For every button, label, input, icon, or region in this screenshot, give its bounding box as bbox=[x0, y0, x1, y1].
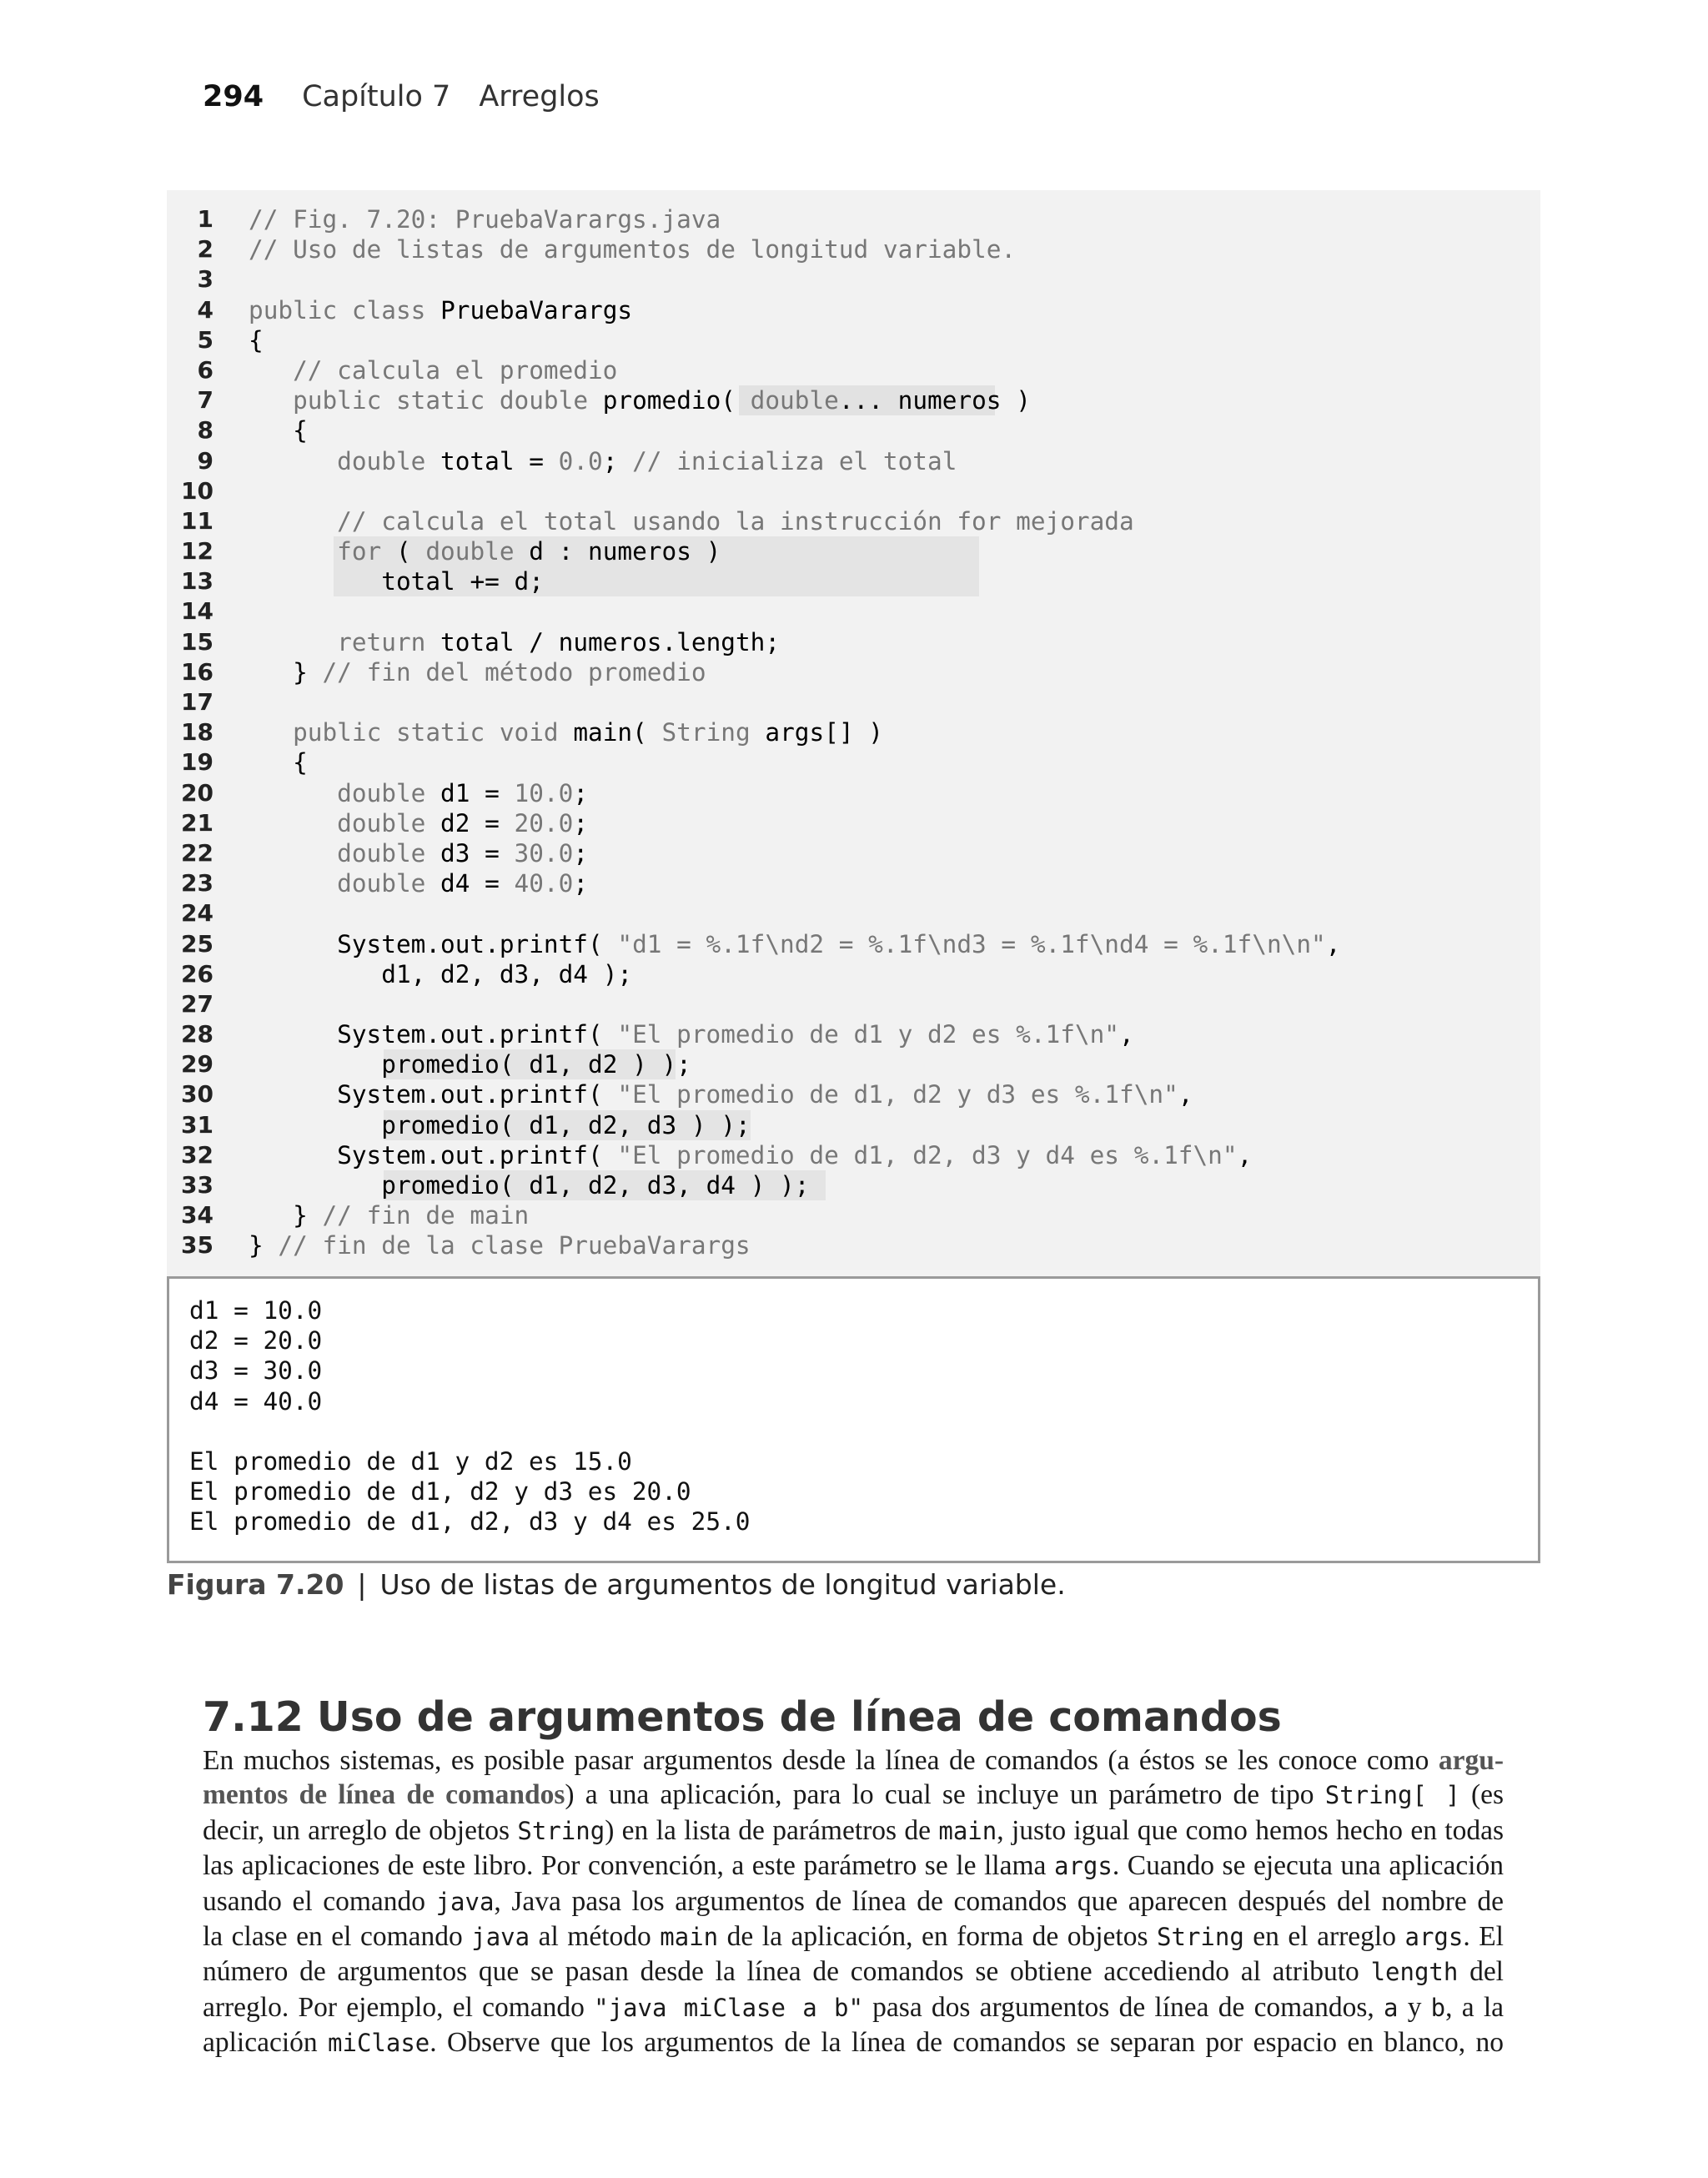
line-number: 29 bbox=[181, 1050, 214, 1079]
output-lines bbox=[189, 1295, 750, 1537]
code-line bbox=[167, 808, 1540, 838]
code-line bbox=[167, 959, 1540, 989]
code-text: System.out.printf( "El promedio de d1, d2, d3 y d4 es %.1f\n", bbox=[337, 1140, 1253, 1169]
section-heading bbox=[203, 1693, 1282, 1741]
line-number: 3 bbox=[197, 265, 214, 294]
code-line bbox=[167, 1110, 1540, 1140]
figure-label: Figura 7.20 bbox=[167, 1568, 344, 1601]
output-line: El promedio de d1, d2 y d3 es 20.0 bbox=[189, 1477, 691, 1506]
line-number: 17 bbox=[181, 688, 214, 716]
code-line bbox=[167, 868, 1540, 898]
paragraph-line: usando el comando java, Java pasa los argumentos de línea de comandos que aparecen después del nombre de bbox=[203, 1885, 1504, 1917]
code-listing bbox=[167, 190, 1540, 1276]
paragraph-line: la clase en el comando java al método main de la aplicación, en forma de objetos String en el arreglo args. El bbox=[203, 1921, 1504, 1953]
code-text: public class PruebaVarargs bbox=[249, 295, 633, 324]
code-line bbox=[167, 536, 1540, 566]
code-text: total += d; bbox=[381, 567, 544, 596]
line-number: 15 bbox=[181, 627, 214, 656]
chapter-label: Capítulo 7 bbox=[302, 80, 451, 113]
code-text: } // fin del método promedio bbox=[249, 657, 706, 687]
code-line bbox=[167, 747, 1540, 777]
line-number: 20 bbox=[181, 778, 214, 807]
code-text: { bbox=[249, 416, 308, 445]
line-number: 12 bbox=[181, 537, 214, 566]
output-line bbox=[189, 1416, 750, 1446]
line-number: 19 bbox=[181, 748, 214, 777]
line-number: 14 bbox=[181, 597, 214, 626]
paragraph-line: mentos de línea de comandos) a una aplicación, para lo cual se incluye un parámetro de tipo String[ ] (es bbox=[203, 1779, 1505, 1811]
program-output bbox=[167, 1276, 1540, 1563]
code-text: double d3 = 30.0; bbox=[337, 838, 589, 868]
output-line: El promedio de d1, d2, d3 y d4 es 25.0 bbox=[189, 1507, 751, 1537]
code-line bbox=[167, 264, 1540, 294]
line-number: 18 bbox=[181, 718, 214, 747]
page-header bbox=[203, 80, 600, 113]
code-text: } // fin de la clase PruebaVarargs bbox=[249, 1231, 751, 1260]
code-line bbox=[167, 1200, 1540, 1230]
output-line: d1 = 10.0 bbox=[189, 1296, 323, 1325]
line-number: 30 bbox=[181, 1080, 214, 1109]
code-text: double d1 = 10.0; bbox=[337, 778, 589, 807]
code-line bbox=[167, 385, 1540, 415]
output-line: d4 = 40.0 bbox=[189, 1386, 323, 1416]
code-line bbox=[167, 778, 1540, 808]
code-line bbox=[167, 506, 1540, 536]
code-text: promedio( d1, d2, d3 ) ); bbox=[381, 1110, 751, 1139]
line-number: 23 bbox=[181, 869, 214, 898]
section-paragraph bbox=[203, 1743, 1504, 2061]
code-line bbox=[167, 415, 1540, 445]
code-text: return total / numeros.length; bbox=[337, 627, 781, 656]
code-text: double d4 = 40.0; bbox=[337, 869, 589, 898]
line-number: 25 bbox=[181, 929, 214, 958]
code-line bbox=[167, 355, 1540, 385]
code-line bbox=[167, 234, 1540, 264]
paragraph-line: número de argumentos que se pasan desde la línea de comandos se obtiene accediendo al atributo length del bbox=[203, 1956, 1504, 1988]
line-number: 32 bbox=[181, 1140, 214, 1169]
code-text: d1, d2, d3, d4 ); bbox=[381, 959, 633, 988]
line-number: 27 bbox=[181, 989, 214, 1018]
output-line: d3 = 30.0 bbox=[189, 1356, 323, 1386]
code-line bbox=[167, 838, 1540, 868]
code-line bbox=[167, 596, 1540, 626]
paragraph-line: aplicación miClase. Observe que los argumentos de la línea de comandos se separan por espacio en blanco, no bbox=[203, 2027, 1504, 2059]
code-line bbox=[167, 1140, 1540, 1170]
section-number: 7.12 bbox=[203, 1693, 304, 1741]
paragraph-line: decir, un arreglo de objetos String) en la lista de parámetros de main, justo igual que como hemos hecho en todas bbox=[203, 1814, 1505, 1846]
paragraph-line: las aplicaciones de este libro. Por convención, a este parámetro se le llama args. Cuando se ejecuta una aplicación bbox=[203, 1850, 1504, 1882]
code-line bbox=[167, 325, 1540, 355]
line-number: 13 bbox=[181, 567, 214, 596]
code-line bbox=[167, 1170, 1540, 1200]
output-line: d2 = 20.0 bbox=[189, 1326, 323, 1356]
code-line bbox=[167, 295, 1540, 325]
code-text: for ( double d : numeros ) bbox=[337, 537, 721, 566]
code-text: System.out.printf( "El promedio de d1 y d2 es %.1f\n", bbox=[337, 1020, 1134, 1049]
code-line bbox=[167, 687, 1540, 717]
code-text: public static void main( String args[] ) bbox=[293, 718, 883, 747]
line-number: 2 bbox=[197, 235, 214, 264]
caption-separator: | bbox=[357, 1568, 367, 1601]
code-line bbox=[167, 1230, 1540, 1260]
line-number: 11 bbox=[181, 506, 214, 535]
line-number: 4 bbox=[197, 295, 214, 324]
code-text: } // fin de main bbox=[249, 1201, 530, 1230]
code-text: double total = 0.0; // inicializa el total bbox=[337, 446, 957, 475]
code-line bbox=[167, 989, 1540, 1019]
figure-caption bbox=[167, 1568, 1066, 1601]
line-number: 35 bbox=[181, 1231, 214, 1260]
caption-text: Uso de listas de argumentos de longitud variable. bbox=[379, 1568, 1066, 1601]
code-text: // calcula el promedio bbox=[293, 355, 618, 385]
line-number: 28 bbox=[181, 1020, 214, 1049]
line-number: 31 bbox=[181, 1110, 214, 1139]
code-text: // calcula el total usando la instrucción for mejorada bbox=[337, 506, 1134, 536]
code-line bbox=[167, 717, 1540, 747]
line-number: 34 bbox=[181, 1201, 214, 1230]
paragraph-line: arreglo. Por ejemplo, el comando "java miClase a b" pasa dos argumentos de línea de comandos, a y b, a la bbox=[203, 1991, 1504, 2023]
code-text: // Fig. 7.20: PruebaVarargs.java bbox=[249, 205, 721, 234]
code-line bbox=[167, 1049, 1540, 1079]
code-text: promedio( d1, d2, d3, d4 ) ); bbox=[381, 1171, 810, 1200]
code-line bbox=[167, 476, 1540, 506]
code-line bbox=[167, 898, 1540, 928]
line-number: 5 bbox=[197, 325, 214, 354]
code-line bbox=[167, 627, 1540, 657]
code-text: System.out.printf( "El promedio de d1, d2 y d3 es %.1f\n", bbox=[337, 1080, 1193, 1109]
line-number: 6 bbox=[197, 355, 214, 384]
code-line bbox=[167, 566, 1540, 596]
code-text: public static double promedio( double... numeros ) bbox=[293, 386, 1031, 415]
chapter-title: Arreglos bbox=[479, 80, 600, 113]
line-number: 33 bbox=[181, 1171, 214, 1199]
line-number: 26 bbox=[181, 959, 214, 988]
line-number: 1 bbox=[197, 205, 214, 233]
code-text: System.out.printf( "d1 = %.1f\nd2 = %.1f\nd3 = %.1f\nd4 = %.1f\n\n", bbox=[337, 929, 1341, 958]
line-number: 9 bbox=[197, 446, 214, 475]
code-text: // Uso de listas de argumentos de longitud variable. bbox=[249, 235, 1017, 264]
line-number: 21 bbox=[181, 808, 214, 837]
code-line bbox=[167, 204, 1540, 234]
code-lines bbox=[167, 204, 1540, 1261]
line-number: 8 bbox=[197, 416, 214, 445]
code-text: { bbox=[249, 748, 308, 777]
code-line bbox=[167, 929, 1540, 959]
output-line: El promedio de d1 y d2 es 15.0 bbox=[189, 1446, 632, 1476]
code-line bbox=[167, 1079, 1540, 1109]
line-number: 7 bbox=[197, 386, 214, 415]
line-number: 22 bbox=[181, 838, 214, 867]
line-number: 24 bbox=[181, 899, 214, 928]
line-number: 10 bbox=[181, 476, 214, 505]
code-text: { bbox=[249, 325, 264, 355]
code-text: double d2 = 20.0; bbox=[337, 808, 589, 837]
page-number: 294 bbox=[203, 80, 264, 113]
code-line bbox=[167, 657, 1540, 687]
section-title: Uso de argumentos de línea de comandos bbox=[316, 1693, 1282, 1741]
line-number: 16 bbox=[181, 657, 214, 686]
code-line bbox=[167, 446, 1540, 476]
code-line bbox=[167, 1019, 1540, 1049]
code-text: promedio( d1, d2 ) ); bbox=[381, 1050, 691, 1079]
paragraph-line: En muchos sistemas, es posible pasar argumentos desde la línea de comandos (a éstos se les conoce como argu- bbox=[203, 1745, 1504, 1776]
